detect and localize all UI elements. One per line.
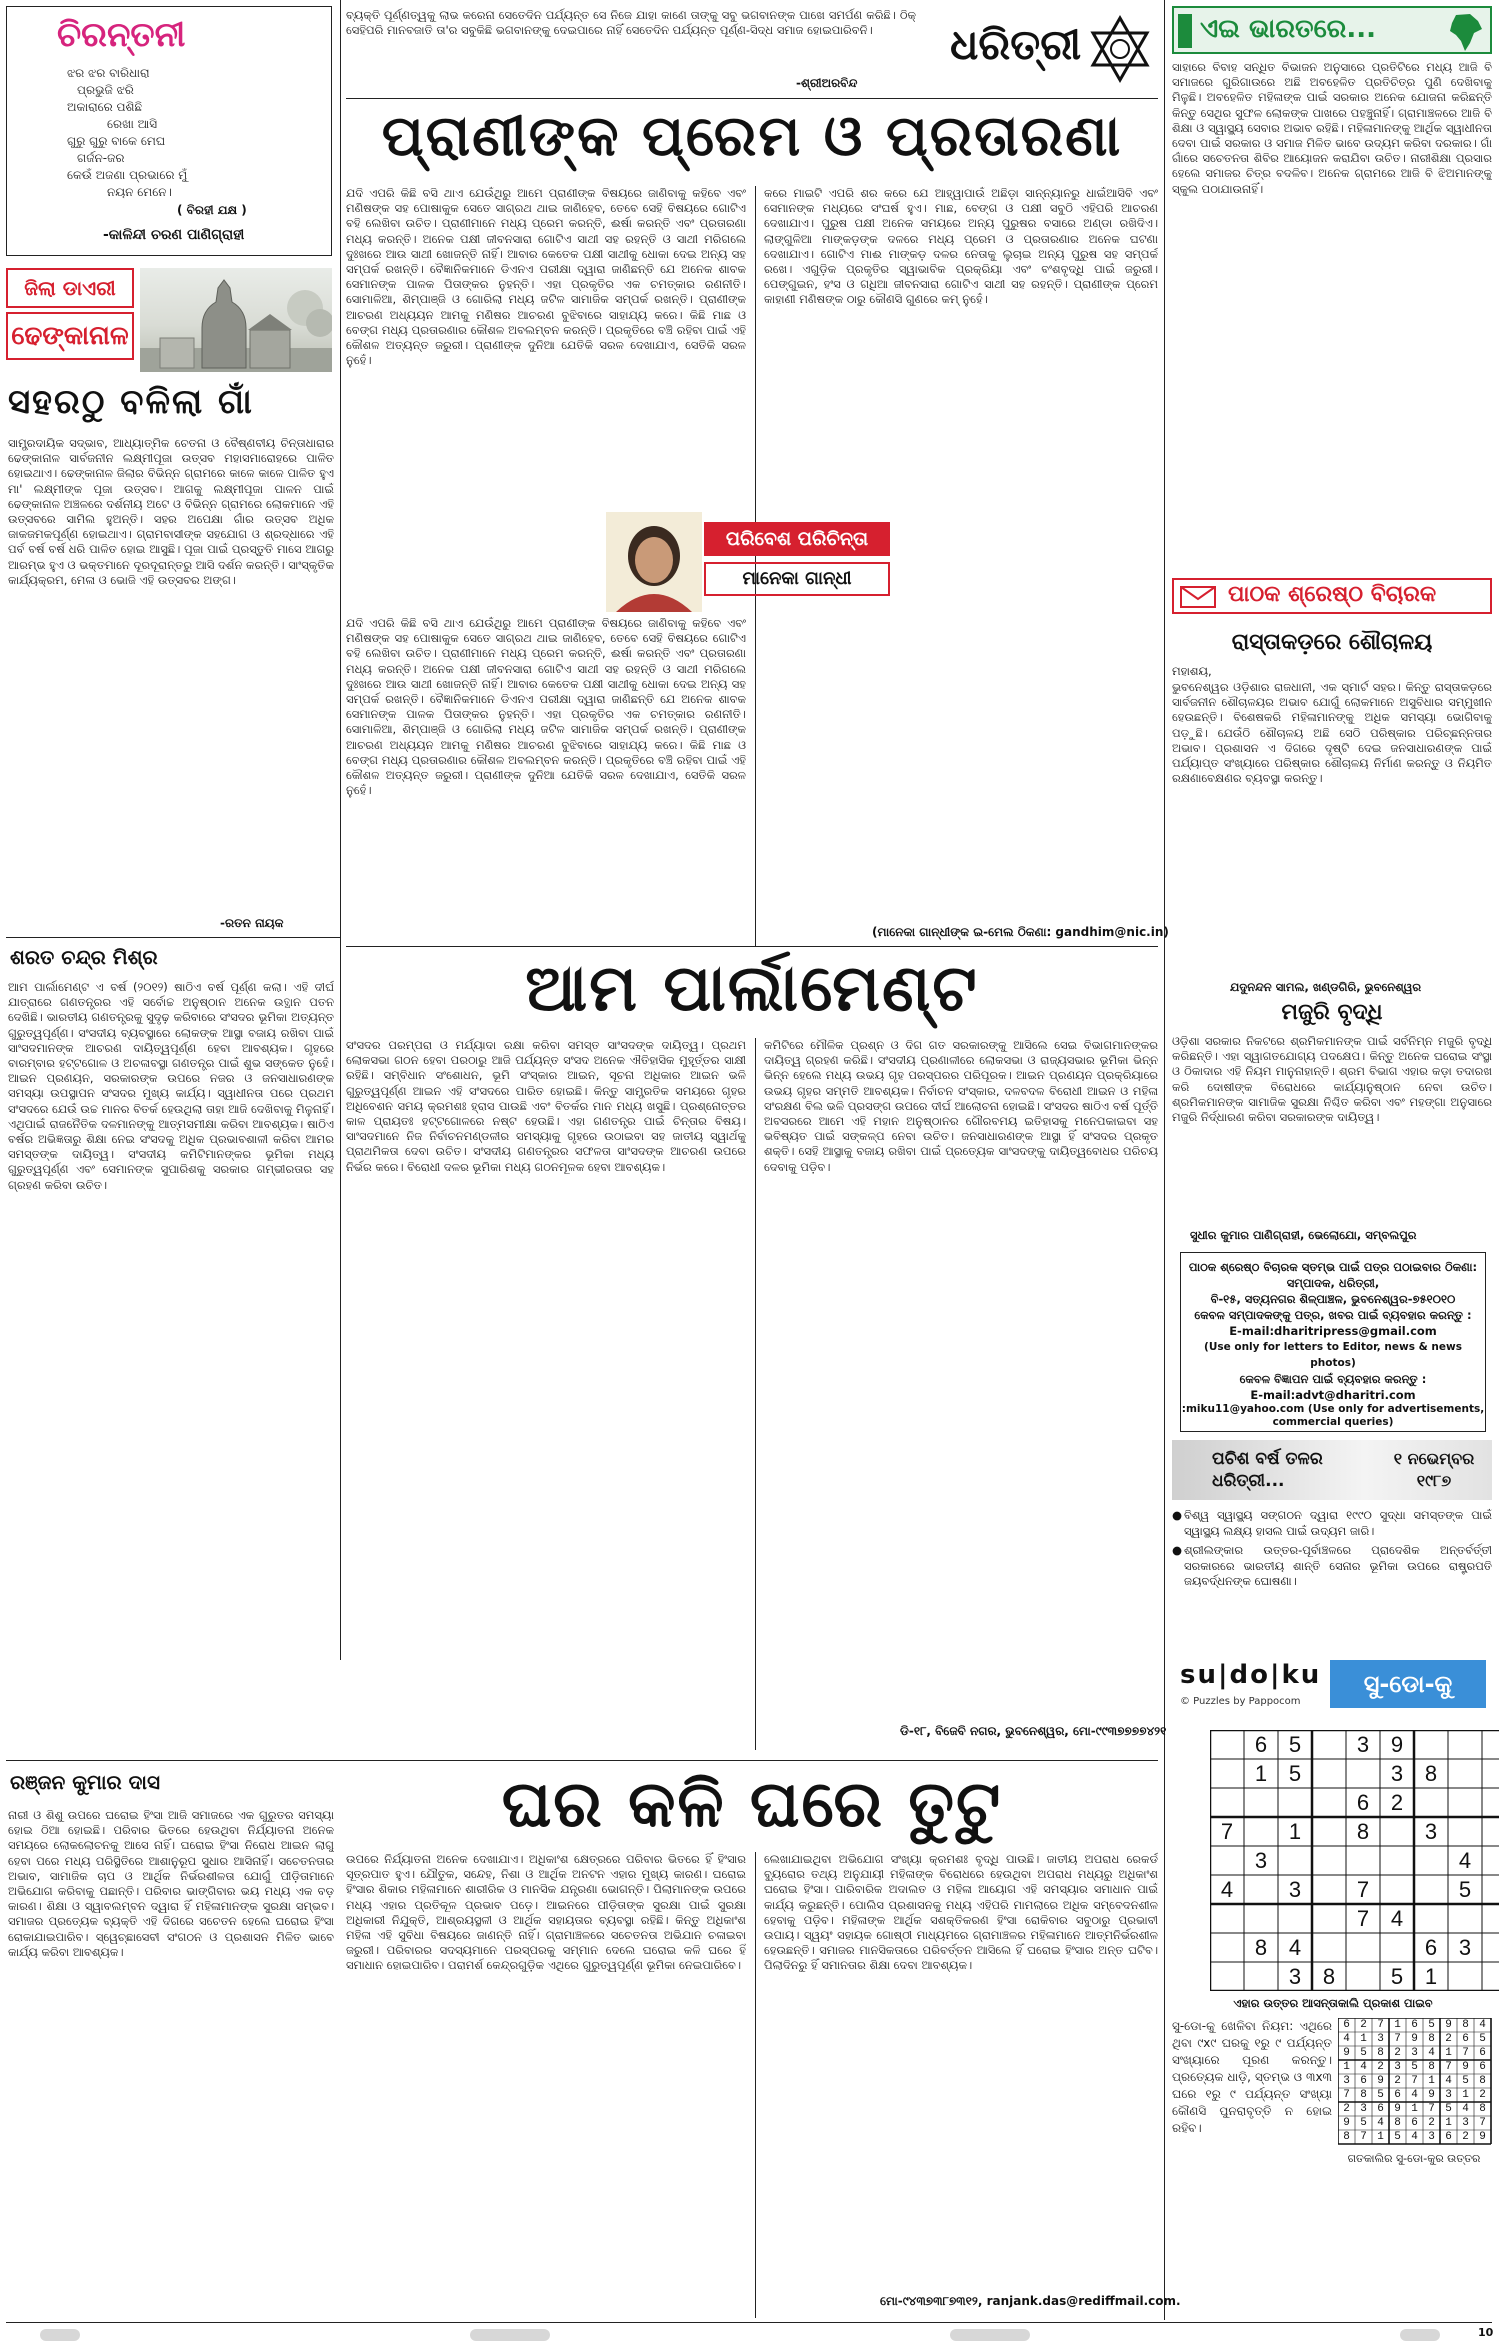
advt-email[interactable]: E-mail:advt@dharitri.com [1250,1388,1416,1402]
solution-cell: 9 [1462,2061,1469,2073]
sudoku-cell[interactable]: 3 [1390,1761,1404,1786]
contact-line: କେବଳ ବିଜ୍ଞାପନ ପାଇଁ ବ୍ୟବହାର କରନ୍ତୁ : [1239,1372,1427,1386]
article-1-headline: ପ୍ରାଣୀଙ୍କ ପ୍ରେମ ଓ ପ୍ରତାରଣା [381,104,1123,169]
sudoku-cell[interactable] [1312,1730,1346,1759]
sudoku-cell[interactable]: 5 [1288,1761,1302,1786]
poem-line: ଗୁରୁ ଗୁରୁ ବାକେ ମେଘ [67,134,166,148]
solution-cell: 5 [1428,2019,1435,2031]
sudoku-cell[interactable]: 8 [1322,1964,1336,1989]
masthead-logo: ଧରିତ୍ରୀ [950,20,1082,69]
sudoku-cell[interactable] [1312,1759,1346,1788]
sudoku-cell[interactable]: 8 [1254,1935,1268,1960]
sudoku-cell[interactable]: 9 [1390,1732,1404,1757]
sudoku-cell[interactable] [1346,1933,1380,1962]
solution-cell: 2 [1360,2019,1367,2031]
sudoku-cell[interactable]: 7 [1356,1877,1370,1902]
star-emblem-icon [1085,14,1155,84]
solution-cell: 6 [1377,2103,1384,2115]
sudoku-cell[interactable] [1448,1759,1482,1788]
solution-cell: 1 [1411,2103,1418,2115]
bullet-text: ଶ୍ରୀଲଙ୍କାର ଉତ୍ତର-ପୂର୍ବାଞ୍ଚଳରେ ପ୍ରାଦେଶିକ ଅନ୍ତର୍ବର୍ତ୍ତୀ ସରକାରରେ ଭାରତୀୟ ଶାନ୍ତି ସେନାର ଭୂମିକା ଉପରେ ରାଷ୍ଟ୍ରପତି ଜୟବର୍ଦ୍ଧନଙ୍କ ଘୋଷଣା। [1184,1543,1492,1588]
article-1-body-left-cont: ଯଦି ଏପରି କିଛି ବସି ଥାଏ ଯେଉଁଥିରୁ ଆମେ ପ୍ରାଣୀଙ୍କ ବିଷୟରେ ଜାଣିବାକୁ କହିବେ ଏବଂ ମଣିଷଙ୍କ ସହ ପୋଷାକୁକ ସେତେ ସାଗ୍ରଥ ଥାଇ ଜାଣିହେବ, ତେବେ ସେହି ବିଷୟରେ ଗୋଟିଏ ବହି ଲେଖିବା ଉଚିତ। ପ୍ରାଣୀମାନେ ମଧ୍ୟ ପ୍ରେମ କରନ୍ତି, ଈର୍ଷା କରନ୍ତି ଏବଂ ପ୍ରତାରଣା ମଧ୍ୟ କରନ୍ତି। ଅନେକ ପକ୍ଷୀ ଜୀବନସାରା ଗୋଟିଏ ସାଥୀ ସହ ରହନ୍ତି ଓ ସାଥୀ ମରିଗଲେ ଦୁଃଖରେ ଆଉ ସାଥୀ ଖୋଜନ୍ତି ନାହିଁ। ଆବାର କେତେକ ପକ୍ଷୀ ସାଥୀକୁ ଧୋକା ଦେଇ ଅନ୍ୟ ସହ ସମ୍ପର୍କ ରଖନ୍ତି। ବୈଜ୍ଞାନିକମାନେ ଡିଏନଏ ପରୀକ୍ଷା ଦ୍ୱାରା ଜାଣିଛନ୍ତି ଯେ ଅନେକ ଶାବକ ସେମାନଙ୍କ ପାଳକ ପିତାଙ୍କର ନୁହନ୍ତି। ଏହା ପ୍ରକୃତିର ଏକ ଚମତ୍କାର ରଣନୀତି। ସୋମାଳିଆ, ଶିମ୍ପାଞ୍ଜି ଓ ଗୋରିଲା ମଧ୍ୟ ଜଟିଳ ସାମାଜିକ ସମ୍ପର୍କ ରଖନ୍ତି। ପ୍ରାଣୀଙ୍କ ଆଚରଣ ଅଧ୍ୟୟନ ଆମକୁ ମଣିଷର ଆଚରଣ ବୁଝିବାରେ ସାହାଯ୍ୟ କରେ। କିଛି ମାଛ ଓ ବେଙ୍ଗ ମଧ୍ୟ ପ୍ରତାରଣାର କୌଶଳ ଅବଲମ୍ବନ କରନ୍ତି। ପ୍ରକୃତିରେ ବଞ୍ଚି ରହିବା ପାଇଁ ଏହି କୌଶଳ ଅତ୍ୟନ୍ତ ଜରୁରୀ। ପ୍ରାଣୀଙ୍କ ଦୁନିଆ ଯେତିକି ସରଳ ଦେଖାଯାଏ, ସେତିକି ସରଳ ନୁହେଁ। [346,616,746,798]
article-3-body-right: ଲେଖାଯାଇଥିବା ଅଭିଯୋଗ ସଂଖ୍ୟା କ୍ରମଶଃ ବୃଦ୍ଧି ପାଉଛି। ଜାତୀୟ ଅପରାଧ ରେକର୍ଡ ବ୍ୟୁରୋର ତଥ୍ୟ ଅନୁଯାୟୀ ମହିଳାଙ୍କ ବିରୋଧରେ ହେଉଥିବା ଅପରାଧ ମଧ୍ୟରୁ ଅଧିକାଂଶ ଘରୋଇ ହିଂସା। ପାରିବାରିକ ଅଦାଲତ ଓ ମହିଳା ଆୟୋଗ ଏହି ସମସ୍ୟାର ସମାଧାନ ପାଇଁ କାର୍ଯ୍ୟ କରୁଛନ୍ତି। ପୋଲିସ ପ୍ରଶାସନକୁ ମଧ୍ୟ ଏହିପରି ମାମଲାରେ ଅଧିକ ସମ୍ବେଦନଶୀଳ ହେବାକୁ ପଡ଼ିବ। ମହିଳାଙ୍କ ଆର୍ଥିକ ସଶକ୍ତିକରଣ ହିଂସା ରୋକିବାର ସବୁଠାରୁ ପ୍ରଭାବୀ ଉପାୟ। ସ୍ୱୟଂ ସହାୟକ ଗୋଷ୍ଠୀ ମାଧ୍ୟମରେ ଗ୍ରାମାଞ୍ଚଳର ମହିଳାମାନେ ଆତ୍ମନିର୍ଭରଶୀଳ ହେଉଛନ୍ତି। ସମାଜର ମାନସିକତାରେ ପରିବର୍ତ୍ତନ ଆସିଲେ ହିଁ ଘରୋଇ ହିଂସାର ଅନ୍ତ ଘଟିବ। ପିଲାଦିନରୁ ହିଁ ସମାନତାର ଶିକ୍ଷା ଦେବା ଆବଶ୍ୟକ। [764,1852,1158,1973]
solution-cell: 2 [1377,2061,1384,2073]
author-photo [606,512,702,612]
solution-cell: 9 [1343,2047,1350,2059]
author-block-1-body: ଆମ ପାର୍ଲାମେଣ୍ଟ ଏ ବର୍ଷ (୨୦୧୨) ଷାଠିଏ ବର୍ଷ ପୂର୍ଣ୍ଣ କଲା। ଏହି ଦୀର୍ଘ ଯାତ୍ରାରେ ଗଣତନ୍ତ୍ରର ଏହି ସର୍ବୋଚ୍ଚ ଅନୁଷ୍ଠାନ ଅନେକ ଉତ୍ଥାନ ପତନ ଦେଖିଛି। ଭାରତୀୟ ଗଣତନ୍ତ୍ରକୁ ସୁଦୃଢ଼ କରିବାରେ ସଂସଦର ଭୂମିକା ଅତ୍ୟନ୍ତ ଗୁରୁତ୍ୱପୂର୍ଣ୍ଣ। ସଂସଦୀୟ ବ୍ୟବସ୍ଥାରେ ଲୋକଙ୍କ ଆସ୍ଥା ବଜାୟ ରଖିବା ପାଇଁ ସାଂସଦମାନଙ୍କ ଆଚରଣ ଦାୟିତ୍ୱପୂର୍ଣ୍ଣ ହେବା ଆବଶ୍ୟକ। ଗୃହରେ ବାରମ୍ବାର ହଟ୍ଟଗୋଳ ଓ ଅଚଳାବସ୍ଥା ଗଣତନ୍ତ୍ର ପାଇଁ ଶୁଭ ସଙ୍କେତ ନୁହେଁ। ଆଇନ ପ୍ରଣୟନ, ସରକାରଙ୍କ ଉପରେ ନଜର ଓ ଜନସାଧାରଣଙ୍କ ସମସ୍ୟା ଉପସ୍ଥାପନ ସଂସଦର ମୁଖ୍ୟ କାର୍ଯ୍ୟ। ସ୍ୱାଧୀନତା ପରେ ପ୍ରଥମ ସଂସଦରେ ଯେଉଁ ଉଚ୍ଚ ମାନର ବିତର୍କ ହେଉଥିଲା ତାହା ଆଜି ଦେଖିବାକୁ ମିଳୁନାହିଁ। ଏଥିପାଇଁ ରାଜନୈତିକ ଦଳମାନଙ୍କୁ ଆତ୍ମସମୀକ୍ଷା କରିବା ଆବଶ୍ୟକ। ଷାଠିଏ ବର୍ଷର ଅଭିଜ୍ଞତାରୁ ଶିକ୍ଷା ନେଇ ସଂସଦକୁ ଅଧିକ ପ୍ରଭାବଶାଳୀ କରିବା ଆମର ସମସ୍ତଙ୍କ ଦାୟିତ୍ୱ। ସଂସଦୀୟ କମିଟିମାନଙ୍କର ଭୂମିକା ମଧ୍ୟ ଗୁରୁତ୍ୱପୂର୍ଣ୍ଣ ଏବଂ ସେମାନଙ୍କ ସୁପାରିଶକୁ ସରକାର ଗମ୍ଭୀରତାର ସହ ଗ୍ରହଣ କରିବା ଉଚିତ। [8,980,334,1192]
solution-cell: 4 [1360,2061,1367,2073]
bullet-dot-icon: ● [1172,1543,1183,1557]
reader-column-title: ପାଠକ ଶ୍ରେଷ୍ଠ ବିଚାରକ [1228,582,1437,607]
solution-cell: 1 [1360,2033,1367,2045]
sudoku-cell[interactable]: 6 [1254,1732,1268,1757]
sudoku-cell[interactable] [1482,1875,1499,1904]
sudoku-cell[interactable] [1244,1904,1278,1933]
solution-cell: 5 [1479,2033,1486,2045]
top-quote-box [346,6,936,94]
solution-cell: 8 [1343,2131,1350,2143]
sudoku-cell[interactable] [1414,1730,1448,1759]
solution-cell: 5 [1377,2089,1384,2101]
solution-cell: 8 [1394,2117,1401,2129]
solution-cell: 1 [1445,2047,1452,2059]
solution-cell: 7 [1428,2103,1435,2115]
solution-cell: 7 [1462,2047,1469,2059]
sudoku-cell[interactable]: 3 [1288,1964,1302,1989]
sudoku-cell[interactable] [1346,1759,1380,1788]
contact-note: (Use only for letters to Editor, news & news photos) [1204,1341,1462,1369]
letter-2-body: ଓଡ଼ିଶା ସରକାର ନିକଟରେ ଶ୍ରମିକମାନଙ୍କ ପାଇଁ ସର୍ବନିମ୍ନ ମଜୁରି ବୃଦ୍ଧି କରିଛନ୍ତି। ଏହା ସ୍ୱାଗତଯୋଗ୍ୟ ପଦକ୍ଷେପ। କିନ୍ତୁ ଅନେକ ଘରୋଇ ସଂସ୍ଥା ଓ ଠିକାଦାର ଏହି ନିୟମ ମାନୁନାହାନ୍ତି। ଶ୍ରମ ବିଭାଗ ଏହାର କଡ଼ା ତଦାରଖ କରି ଦୋଷୀଙ୍କ ବିରୋଧରେ କାର୍ଯ୍ୟାନୁଷ୍ଠାନ ନେବା ଉଚିତ। ଶ୍ରମିକମାନଙ୍କ ସାମାଜିକ ସୁରକ୍ଷା ନିଶ୍ଚିତ କରିବା ଏବଂ ମହଙ୍ଗା ଅନୁସାରେ ମଜୁରି ନିର୍ଦ୍ଧାରଣ କରିବା ସରକାରଙ୍କ ଦାୟିତ୍ୱ। [1172,1034,1492,1125]
solution-cell: 7 [1479,2117,1486,2129]
solution-cell: 5 [1360,2047,1367,2059]
solution-cell: 9 [1343,2117,1350,2129]
solution-cell: 3 [1377,2033,1384,2045]
sudoku-cell[interactable]: 3 [1424,1819,1438,1844]
sudoku-cell[interactable] [1482,1933,1499,1962]
district-name: ଢେଙ୍କାନାଳ [6,312,134,360]
solution-cell: 7 [1343,2089,1350,2101]
solution-cell: 2 [1428,2117,1435,2129]
poem-line: ପ୍ରଭୁଜି ଝରି [77,83,134,97]
footer-tab [1400,2329,1440,2341]
sudoku-cell[interactable] [1210,1846,1244,1875]
contact-box [1180,1252,1486,1432]
sudoku-cell[interactable] [1414,1788,1448,1817]
solution-cell: 7 [1394,2033,1401,2045]
sudoku-cell[interactable]: 1 [1424,1964,1438,1989]
sudoku-solution-caption: ଗତକାଲିର ସୁ-ଡୋ-କୁର ଉତ୍ତର [1347,2152,1481,2165]
sudoku-cell[interactable] [1414,1875,1448,1904]
solution-cell: 6 [1445,2131,1452,2143]
district-diary-label: ଜିଲା ଡାଏରୀ [6,268,134,308]
solution-cell: 5 [1462,2075,1469,2087]
solution-cell: 4 [1462,2103,1469,2115]
solution-cell: 2 [1394,2075,1401,2087]
solution-cell: 3 [1462,2117,1469,2129]
temple-photo [140,268,332,372]
editor-email[interactable]: E-mail:dharitripress@gmail.com [1229,1324,1437,1338]
sudoku-cell[interactable] [1210,1788,1244,1817]
solution-cell: 1 [1377,2131,1384,2143]
footer-tab [950,2329,1030,2341]
solution-cell: 7 [1445,2061,1452,2073]
sudoku-cell[interactable] [1482,1788,1499,1817]
poem-line: କେଉଁ ଅଜଣା ପ୍ରଭାରେ ମୁଁ [67,168,188,182]
solution-cell: 2 [1445,2033,1452,2045]
poem-box [6,6,332,256]
poem-line: ନୟନ ମେନେ। [107,185,172,199]
solution-cell: 3 [1394,2061,1401,2073]
solution-cell: 9 [1411,2033,1418,2045]
sudoku-answer-note: ଏହାର ଉତ୍ତର ଆସନ୍ତାକାଲି ପ୍ରକାଶ ପାଇବ [1233,1996,1433,2010]
anniversary-label: ପଚିଶ ବର୍ଷ ତଳର ଧରିତ୍ରୀ... [1212,1449,1323,1491]
sudoku-cell[interactable]: 5 [1390,1964,1404,1989]
solution-cell: 2 [1462,2131,1469,2143]
sudoku-cell[interactable] [1482,1817,1499,1846]
solution-cell: 9 [1394,2103,1401,2115]
footer-tab [40,2329,80,2341]
solution-cell: 5 [1411,2061,1418,2073]
poem-line: ଗର୍ଜନ-ଜର [77,151,125,165]
solution-cell: 6 [1479,2061,1486,2073]
sudoku-cell[interactable] [1482,1759,1499,1788]
sudoku-cell[interactable]: 2 [1390,1790,1404,1815]
column-label-box: ପରିବେଶ ପରିଚିନ୍ତା [704,522,890,556]
solution-cell: 1 [1445,2117,1452,2129]
sudoku-cell[interactable] [1312,1846,1346,1875]
article-1-body-left: ଯଦି ଏପରି କିଛି ବସି ଥାଏ ଯେଉଁଥିରୁ ଆମେ ପ୍ରାଣୀଙ୍କ ବିଷୟରେ ଜାଣିବାକୁ କହିବେ ଏବଂ ମଣିଷଙ୍କ ସହ ପୋଷାକୁକ ସେତେ ସାଗ୍ରଥ ଥାଇ ଜାଣିହେବ, ତେବେ ସେହି ବିଷୟରେ ଗୋଟିଏ ବହି ଲେଖିବା ଉଚିତ। ପ୍ରାଣୀମାନେ ମଧ୍ୟ ପ୍ରେମ କରନ୍ତି, ଈର୍ଷା କରନ୍ତି ଏବଂ ପ୍ରତାରଣା ମଧ୍ୟ କରନ୍ତି। ଅନେକ ପକ୍ଷୀ ଜୀବନସାରା ଗୋଟିଏ ସାଥୀ ସହ ରହନ୍ତି ଓ ସାଥୀ ମରିଗଲେ ଦୁଃଖରେ ଆଉ ସାଥୀ ଖୋଜନ୍ତି ନାହିଁ। ଆବାର କେତେକ ପକ୍ଷୀ ସାଥୀକୁ ଧୋକା ଦେଇ ଅନ୍ୟ ସହ ସମ୍ପର୍କ ରଖନ୍ତି। ବୈଜ୍ଞାନିକମାନେ ଡିଏନଏ ପରୀକ୍ଷା ଦ୍ୱାରା ଜାଣିଛନ୍ତି ଯେ ଅନେକ ଶାବକ ସେମାନଙ୍କ ପାଳକ ପିତାଙ୍କର ନୁହନ୍ତି। ଏହା ପ୍ରକୃତିର ଏକ ଚମତ୍କାର ରଣନୀତି। ସୋମାଳିଆ, ଶିମ୍ପାଞ୍ଜି ଓ ଗୋରିଲା ମଧ୍ୟ ଜଟିଳ ସାମାଜିକ ସମ୍ପର୍କ ରଖନ୍ତି। ପ୍ରାଣୀଙ୍କ ଆଚରଣ ଅଧ୍ୟୟନ ଆମକୁ ମଣିଷର ଆଚରଣ ବୁଝିବାରେ ସାହାଯ୍ୟ କରେ। କିଛି ମାଛ ଓ ବେଙ୍ଗ ମଧ୍ୟ ପ୍ରତାରଣାର କୌଶଳ ଅବଲମ୍ବନ କରନ୍ତି। ପ୍ରକୃତିରେ ବଞ୍ଚି ରହିବା ପାଇଁ ଏହି କୌଶଳ ଅତ୍ୟନ୍ତ ଜରୁରୀ। ପ୍ରାଣୀଙ୍କ ଦୁନିଆ ଯେତିକି ସରଳ ଦେଖାଯାଏ, ସେତିକି ସରଳ ନୁହେଁ। [346,186,746,368]
district-diary-body: ସାମ୍ପ୍ରଦାୟିକ ସଦ୍ଭାବ, ଆଧ୍ୟାତ୍ମିକ ଚେତନା ଓ ବୈଷ୍ଣବୀୟ ଚିନ୍ତାଧାରାର ଢେଙ୍କାନାଳ ସାର୍ବଜନୀନ ଲକ୍ଷ୍ମୀପୂଜା ଉତ୍ସବ ମହାସମାରୋହରେ ପାଳିତ ହୋଇଥାଏ। ଢେଙ୍କାନାଳ ଜିଲାର ବିଭିନ୍ନ ଗ୍ରାମରେ କାଳେ କାଳେ ପାଳିତ ହୁଏ ମା' ଲକ୍ଷ୍ମୀଙ୍କ ପୂଜା ଉତ୍ସବ। ଆଗକୁ ଲକ୍ଷ୍ମୀପୂଜା ପାଳନ ପାଇଁ ଢେଙ୍କାନାଳ ଅଞ୍ଚଳରେ ଦର୍ଶନୀୟ ଅଟେ ଓ ବିଭିନ୍ନ ଗ୍ରାମରେ ଲୋକମାନେ ଏହି ଉତ୍ସବରେ ସାମିଲ ହୁଅନ୍ତି। ସହର ଅପେକ୍ଷା ଗାଁର ଉତ୍ସବ ଅଧିକ ଜାକଜମକପୂର୍ଣ୍ଣ ହୋଇଥାଏ। ଗ୍ରାମବାସୀଙ୍କ ସହଯୋଗ ଓ ଶ୍ରଦ୍ଧାରେ ଏହି ପର୍ବ ବର୍ଷ ବର୍ଷ ଧରି ପାଳିତ ହୋଇ ଆସୁଛି। ପୂଜା ପାଇଁ ପ୍ରସ୍ତୁତି ମାସେ ଆଗରୁ ଆରମ୍ଭ ହୁଏ ଓ ଭକ୍ତମାନେ ଦୂରଦୂରାନ୍ତରୁ ଆସି ଦର୍ଶନ କରନ୍ତି। ସାଂସ୍କୃତିକ କାର୍ଯ୍ୟକ୍ରମ, ମେଳା ଓ ଭୋଜି ଏହି ଉତ୍ସବର ଅଙ୍ଗ। [8,436,334,587]
letter-1-title: ରାସ୍ତାକଡ଼ରେ ଶୌଚାଳୟ [1231,630,1433,655]
sudoku-cell[interactable] [1210,1962,1244,1991]
article-2-headline: ଆମ ପାର୍ଲାମେଣ୍ଟ [525,952,979,1026]
article-2-body-left: ସଂସଦର ପରମ୍ପରା ଓ ମର୍ଯ୍ୟାଦା ରକ୍ଷା କରିବା ସମସ୍ତ ସାଂସଦଙ୍କ ଦାୟିତ୍ୱ। ପ୍ରଥମ ଲୋକସଭା ଗଠନ ହେବା ପରଠାରୁ ଆଜି ପର୍ଯ୍ୟନ୍ତ ସଂସଦ ଅନେକ ଐତିହାସିକ ମୁହୂର୍ତ୍ତର ସାକ୍ଷୀ ରହିଛି। ସମ୍ବିଧାନ ସଂଶୋଧନ, ଭୂମି ସଂସ୍କାର ଆଇନ, ସୂଚନା ଅଧିକାର ଆଇନ ଭଳି ଗୁରୁତ୍ୱପୂର୍ଣ୍ଣ ଆଇନ ଏହି ସଂସଦରେ ପାରିତ ହୋଇଛି। କିନ୍ତୁ ସାମ୍ପ୍ରତିକ ସମୟରେ ଗୃହର ଅଧିବେଶନ ସମୟ କ୍ରମଶଃ ହ୍ରାସ ପାଉଛି ଏବଂ ବିତର୍କର ମାନ ମଧ୍ୟ ଖସୁଛି। ପ୍ରଶ୍ନୋତ୍ତର କାଳ ପ୍ରାୟତଃ ହଟ୍ଟଗୋଳରେ ନଷ୍ଟ ହେଉଛି। ଏହା ଗଣତନ୍ତ୍ର ପାଇଁ ଚିନ୍ତାର ବିଷୟ। ସାଂସଦମାନେ ନିଜ ନିର୍ବାଚନମଣ୍ଡଳୀର ସମସ୍ୟାକୁ ଗୃହରେ ଉଠାଇବା ସହ ଜାତୀୟ ସ୍ୱାର୍ଥକୁ ପ୍ରାଥମିକତା ଦେବା ଉଚିତ। ସଂସଦୀୟ ଗଣତନ୍ତ୍ରର ସଫଳତା ସାଂସଦଙ୍କ ଆଚରଣ ଉପରେ ନିର୍ଭର କରେ। ବିରୋଧୀ ଦଳର ଭୂମିକା ମଧ୍ୟ ଗଠନମୂଳକ ହେବା ଆବଶ୍ୟକ। [346,1038,746,1174]
solution-cell: 4 [1428,2047,1435,2059]
article-3-contact: ମୋ-୯୪୩୭୩୮୭୩୧୨, ranjank.das@rediffmail.com. [880,2294,1181,2308]
solution-cell: 7 [1360,2131,1367,2143]
solution-cell: 4 [1479,2019,1486,2031]
contact-line: ସମ୍ପାଦକ, ଧରିତ୍ରୀ, [1286,1276,1380,1290]
sudoku-cell[interactable] [1244,1788,1278,1817]
advt-email-2[interactable]: :miku11@yahoo.com (Use only for advertisements, commercial queries) [1181,1403,1485,1428]
sudoku-cell[interactable] [1210,1904,1244,1933]
reader-column-header [1172,578,1492,614]
sudoku-cell[interactable] [1312,1788,1346,1817]
sudoku-cell[interactable]: 8 [1424,1761,1438,1786]
solution-cell: 2 [1343,2103,1350,2115]
sudoku-cell[interactable]: 6 [1356,1790,1370,1815]
footer-tab [470,2329,550,2341]
solution-cell: 5 [1360,2117,1367,2129]
letter-1-salutation: ମହାଶୟ, [1172,664,1212,678]
article-1-body-right: କରେ ମାଇଟି ଏପରି ଶର କରେ ଯେ ଆହ୍ୱାପାଉଁ ଅଛିଡ଼ା ସାନ୍ନ୍ୟାନରୁ ଧାଇଁଆସିବି ଏବଂ ସେମାନଙ୍କ ମଧ୍ୟରେ ସଂଘର୍ଷ ହୁଏ। ମାଛ, ବେଙ୍ଗ ଓ ପକ୍ଷୀ ସବୁଠି ଏହିପରି ଆଚରଣ ଦେଖାଯାଏ। ପୁରୁଷ ପକ୍ଷୀ ଅନେକ ସମୟରେ ଅନ୍ୟ ପୁରୁଷର ବସାରେ ଅଣ୍ଡା ରଖିଦିଏ। ଲାଙ୍ଗୁଳିଆ ମାଙ୍କଡ଼ଙ୍କ ଦଳରେ ମଧ୍ୟ ପ୍ରେମ ଓ ପ୍ରତାରଣାର ଅନେକ ଘଟଣା ଦେଖାଯାଏ। ଗୋଟିଏ ମାଈ ମାଙ୍କଡ଼ ଦଳର ନେତାକୁ ଲୁଚାଇ ଅନ୍ୟ ପୁରୁଷ ସହ ସମ୍ପର୍କ ରଖେ। ଏଗୁଡ଼ିକ ପ୍ରକୃତିର ସ୍ୱାଭାବିକ ପ୍ରକ୍ରିୟା ଏବଂ ବଂଶବୃଦ୍ଧି ପାଇଁ ଜରୁରୀ। ପେଙ୍ଗୁଇନ, ହଂସ ଓ ଗଧିଆ ଜୀବନସାରା ଗୋଟିଏ ସାଥୀ ସହ ରହନ୍ତି। ପ୍ରାଣୀଙ୍କ ପ୍ରେମ କାହାଣୀ ମଣିଷଙ୍କ ଠାରୁ କୌଣସି ଗୁଣରେ କମ୍ ନୁହେଁ। [764,186,1158,307]
sudoku-cell[interactable] [1380,1817,1414,1846]
sudoku-cell[interactable] [1312,1933,1346,1962]
sudoku-cell[interactable] [1210,1759,1244,1788]
poem-line: ଝର ଝର ବାରିଧାରା [67,66,150,80]
sudoku-cell[interactable] [1448,1730,1482,1759]
sudoku-cell[interactable] [1448,1962,1482,1991]
solution-cell: 4 [1445,2075,1452,2087]
solution-cell: 2 [1394,2047,1401,2059]
contact-line: କେବଳ ସମ୍ପାଦକଙ୍କୁ ପତ୍ର, ଖବର ପାଇଁ ବ୍ୟବହାର କରନ୍ତୁ : [1194,1308,1472,1322]
solution-cell: 3 [1360,2103,1367,2115]
sudoku-cell[interactable] [1210,1730,1244,1759]
sudoku-cell[interactable] [1346,1962,1380,1991]
sudoku-cell[interactable] [1380,1846,1414,1875]
poem-line: ରେଖା ଆସି [107,117,158,131]
banner-body: ସାହାରେ ବିବାହ ସନ୍ଧିତ ବିଭାଜନ ଅନୁସାରେ ପ୍ରତିଟିରେ ମଧ୍ୟ ଆଜି ବି ସମାଜରେ ଗୁରିଗାଉରେ ଅଛି ଅବହେଳିତ ପ୍ରତିଚିତ୍ର ପୁଣି ଦେଖିବାକୁ ମିଳୁଛି। ଅବହେଳିତ ମହିଳାଙ୍କ ପାଇଁ ସରକାର ଅନେକ ଯୋଜନା କରିଛନ୍ତି କିନ୍ତୁ ସେଥିର ସୁଫଳ ଲୋକଙ୍କ ପାଖରେ ପହଞ୍ଚୁନାହିଁ। ଗ୍ରାମାଞ୍ଚଳରେ ଆଜି ବି ଶିକ୍ଷା ଓ ସ୍ୱାସ୍ଥ୍ୟ ସେବାର ଅଭାବ ରହିଛି। ମହିଳାମାନଙ୍କୁ ଆର୍ଥିକ ସ୍ୱାଧୀନତା ଦେବା ପାଇଁ ସରକାର ଓ ସମାଜ ମିଳିତ ଭାବେ ଉଦ୍ୟମ କରିବା ଦରକାର। ଗାଁ ଗାଁରେ ସଚେତନତା ଶିବିର ଆୟୋଜନ କରାଯିବା ଉଚିତ। ନାରୀଶିକ୍ଷା ପ୍ରସାର ହେଲେ ସମାଜର ଚିତ୍ର ବଦଳିବ। ଅନେକ ଗ୍ରାମରେ ଆଜି ବି ଝିଅମାନଙ୍କୁ ସ୍କୁଲ ପଠାଯାଉନାହିଁ। [1172,60,1492,196]
sudoku-cell[interactable]: 3 [1356,1732,1370,1757]
sudoku-cell[interactable]: 3 [1458,1935,1472,1960]
solution-cell: 6 [1462,2033,1469,2045]
solution-cell: 8 [1479,2103,1486,2115]
bullet-item [1172,1508,1492,1539]
poem-title: ଚିରନ୍ତନୀ [57,15,186,55]
letter-1-body: ଭୁବନେଶ୍ୱର ଓଡ଼ିଶାର ରାଜଧାନୀ, ଏକ ସ୍ମାର୍ଟ ସହର। କିନ୍ତୁ ରାସ୍ତାକଡ଼ରେ ସାର୍ବଜନୀନ ଶୌଚାଳୟର ଅଭାବ ଯୋଗୁଁ ଲୋକମାନେ ଅସୁବିଧାର ସମ୍ମୁଖୀନ ହେଉଛନ୍ତି। ବିଶେଷକରି ମହିଳାମାନଙ୍କୁ ଅଧିକ ସମସ୍ୟା ଭୋଗିବାକୁ ପଡ଼ୁଛି। ଯେଉଁଠି ଶୌଚାଳୟ ଅଛି ସେଠି ପରିଷ୍କାର ପରିଚ୍ଛନ୍ନତାର ଅଭାବ। ପ୍ରଶାସନ ଏ ଦିଗରେ ଦୃଷ୍ଟି ଦେଇ ଜନସାଧାରଣଙ୍କ ପାଇଁ ପର୍ଯ୍ୟାପ୍ତ ସଂଖ୍ୟାରେ ପରିଷ୍କାର ଶୌଚାଳୟ ନିର୍ମାଣ କରନ୍ତୁ ଓ ନିୟମିତ ରକ୍ଷଣାବେକ୍ଷଣର ବ୍ୟବସ୍ଥା କରନ୍ତୁ। [1172,680,1492,786]
sudoku-cell[interactable] [1312,1817,1346,1846]
poem-line: ଅକାରାରେ ପଶିଛି [67,100,143,114]
solution-cell: 1 [1394,2019,1401,2031]
solution-cell: 2 [1479,2089,1486,2101]
article-2-contact: ଡି-୧୮, ବିଜେବି ନଗର, ଭୁବନେଶ୍ୱର, ମୋ-୯୯୩୭୭୭୭୪୨୧ [900,1724,1167,1738]
article-3-headline: ଘର କଳି ଘରେ ତୁଟୁ [501,1768,1003,1842]
sudoku-cell[interactable] [1482,1730,1499,1759]
solution-cell: 4 [1411,2089,1418,2101]
solution-cell: 8 [1377,2047,1384,2059]
solution-cell: 8 [1360,2089,1367,2101]
sudoku-cell[interactable] [1244,1875,1278,1904]
sudoku-cell[interactable]: 7 [1220,1819,1234,1844]
solution-cell: 7 [1377,2019,1384,2031]
sudoku-cell[interactable]: 8 [1356,1819,1370,1844]
sudoku-cell[interactable] [1448,1904,1482,1933]
top-quote-author: -ଶ୍ରୀଅରବିନ୍ଦ [796,76,858,90]
sudoku-cell[interactable] [1448,1788,1482,1817]
author-block-2-body: ନାରୀ ଓ ଶିଶୁ ଉପରେ ଘରୋଇ ହିଂସା ଆଜି ସମାଜରେ ଏକ ଗୁରୁତର ସମସ୍ୟା ହୋଇ ଠିଆ ହୋଇଛି। ପରିବାର ଭିତରେ ହେଉଥିବା ନିର୍ଯ୍ୟାତନା ଅନେକ ସମୟରେ ଲୋକଲୋଚନକୁ ଆସେ ନାହିଁ। ଘରୋଇ ହିଂସା ନିରୋଧ ଆଇନ ଲାଗୁ ହେବା ପରେ ମଧ୍ୟ ପରିସ୍ଥିତିରେ ଆଶାନୁରୂପ ସୁଧାର ଆସିନାହିଁ। ସଚେତନତାର ଅଭାବ, ସାମାଜିକ ଚାପ ଓ ଆର୍ଥିକ ନିର୍ଭରଶୀଳତା ଯୋଗୁଁ ପୀଡ଼ିତାମାନେ ଅଭିଯୋଗ କରିବାକୁ ପଛାନ୍ତି। ପରିବାର ଭାଙ୍ଗିବାର ଭୟ ମଧ୍ୟ ଏକ ବଡ଼ କାରଣ। ଶିକ୍ଷା ଓ ସ୍ୱାବଲମ୍ବନ ଦ୍ୱାରା ହିଁ ମହିଳାମାନଙ୍କ ସୁରକ୍ଷା ସମ୍ଭବ। ସମାଜର ପ୍ରତ୍ୟେକ ବ୍ୟକ୍ତି ଏହି ଦିଗରେ ସଚେତନ ହେଲେ ଘରୋଇ ହିଂସା ରୋକାଯାଇପାରିବ। ସ୍ୱେଚ୍ଛାସେବୀ ସଂଗଠନ ଓ ପ୍ରଶାସନ ମିଳିତ ଭାବେ କାର୍ଯ୍ୟ କରିବା ଆବଶ୍ୟକ। [8,1808,334,1959]
sudoku-cell[interactable] [1482,1904,1499,1933]
solution-cell: 1 [1462,2089,1469,2101]
solution-cell: 4 [1377,2117,1384,2129]
letter-2-title: ମଜୁରି ବୃଦ୍ଧି [1281,1000,1383,1025]
sudoku-cell[interactable] [1346,1846,1380,1875]
anniversary-date: ୧ ନଭେମ୍ବର ୧୯୮୭ [1393,1449,1475,1490]
sudoku-cell[interactable] [1278,1846,1312,1875]
solution-cell: 9 [1377,2075,1384,2087]
solution-cell: 6 [1411,2117,1418,2129]
sudoku-cell[interactable] [1380,1933,1414,1962]
article-1-body-left-2 [346,616,746,940]
sudoku-cell[interactable] [1482,1962,1499,1991]
sudoku-cell[interactable] [1312,1904,1346,1933]
top-quote-text: ବ୍ୟକ୍ତି ପୂର୍ଣ୍ଣତ୍ୱକୁ ଲାଭ କରେନା ସେତେଦିନ ପର୍ଯ୍ୟନ୍ତ ସେ ନିଜେ ଯାହା କାଣେ ତାଙ୍କୁ ସବୁ ଭଗବାନଙ୍କ ପାଖେ ସମର୍ପଣ କରିଛି। ଠିକ୍ ସେହିପରି ମାନବଜାତି ତା'ର ସବୁକିଛି ଭଗବାନଙ୍କୁ ଦେଇପାରେ ନାହିଁ ସେତେଦିନ ପର୍ଯ୍ୟନ୍ତ ପୂର୍ଣ୍ଣ-ସିଦ୍ଧ ସମାଜ ହୋଇପାରିବନି। [346,8,916,38]
sudoku-powered: © Puzzles by Pappocom [1180,1696,1301,1707]
envelope-icon [1180,586,1216,612]
author-name-1: ଶରତ ଚନ୍ଦ୍ର ମିଶ୍ର [10,945,158,969]
bullet-text: ବିଶ୍ୱ ସ୍ୱାସ୍ଥ୍ୟ ସଙ୍ଗଠନ ଦ୍ୱାରା ୧୯୯୦ ସୁଦ୍ଧା ସମସ୍ତଙ୍କ ପାଇଁ ସ୍ୱାସ୍ଥ୍ୟ ଲକ୍ଷ୍ୟ ହାସଲ ପାଇଁ ଉଦ୍ୟମ ଜାରି। [1184,1508,1492,1538]
solution-cell: 6 [1479,2047,1486,2059]
solution-cell: 3 [1343,2075,1350,2087]
banner-flag-icon [1178,14,1192,48]
poem-author: -କାଳିନ୍ଦୀ ଚରଣ ପାଣିଗ୍ରାହୀ [103,227,245,243]
sudoku-cell[interactable] [1414,1846,1448,1875]
sudoku-cell[interactable] [1380,1875,1414,1904]
solution-cell: 8 [1428,2033,1435,2045]
sudoku-cell[interactable]: 3 [1288,1877,1302,1902]
sudoku-cell[interactable]: 4 [1458,1848,1472,1873]
letter-1-byline: ଯଦୁନନ୍ଦନ ସାମଲ, ଖଣ୍ଡଗିରି, ଭୁବନେଶ୍ୱର [1230,980,1422,994]
solution-cell: 3 [1445,2089,1452,2101]
district-diary-byline: -ରତନ ନାୟକ [220,916,284,930]
banner-title: ଏଇ ଭାରତରେ... [1200,14,1376,44]
sudoku-cell[interactable]: 1 [1288,1819,1302,1844]
bullet-dot-icon: ● [1172,1508,1183,1522]
article-2-body-right: କମିଟିରେ ମୌଳିକ ପ୍ରଶ୍ନ ଓ ଦିଗ ଗତ ସରକାରଙ୍କୁ ଆସିଲେ ସେଇ ବିଭାଗମାନଙ୍କର ଦାୟିତ୍ୱ ଗ୍ରହଣ କରିଛି। ସଂସଦୀୟ ପ୍ରଣାଳୀରେ ଲୋକସଭା ଓ ରାଜ୍ୟସଭାର ଭୂମିକା ଭିନ୍ନ ଭିନ୍ନ ହେଲେ ମଧ୍ୟ ଉଭୟ ଗୃହ ପରସ୍ପରର ପରିପୂରକ। ଆଇନ ପ୍ରଣୟନ ପ୍ରକ୍ରିୟାରେ ଉଭୟ ଗୃହର ସମ୍ମତି ଆବଶ୍ୟକ। ନିର୍ବାଚନ ସଂସ୍କାର, ଦଳବଦଳ ବିରୋଧୀ ଆଇନ ଓ ମହିଳା ସଂରକ୍ଷଣ ବିଲ ଭଳି ପ୍ରସଙ୍ଗ ଉପରେ ଦୀର୍ଘ ଆଲୋଚନା ହୋଇଛି। ସଂସଦର ଷାଠିଏ ବର୍ଷ ପୂର୍ତ୍ତି ଅବସରରେ ଆମେ ଏହି ମହାନ ଅନୁଷ୍ଠାନର ଗୌରବମୟ ଇତିହାସକୁ ମନେପକାଇବା ସହ ଭବିଷ୍ୟତ ପାଇଁ ସଙ୍କଳ୍ପ ନେବା ଉଚିତ। ଜନସାଧାରଣଙ୍କ ଆସ୍ଥା ହିଁ ସଂସଦର ପ୍ରକୃତ ଶକ୍ତି। ସେହି ଆସ୍ଥାକୁ ବଜାୟ ରଖିବା ପାଇଁ ପ୍ରତ୍ୟେକ ସାଂସଦଙ୍କୁ ଦାୟିତ୍ୱବୋଧର ପରିଚୟ ଦେବାକୁ ପଡ଼ିବ। [764,1038,1158,1174]
contact-line: ବି-୧୫, ସତ୍ୟନଗର ଶିଳ୍ପାଞ୍ଚଳ, ଭୁବନେଶ୍ୱର-୭୫୧୦୧୦ [1210,1292,1456,1306]
sudoku-cell[interactable] [1210,1933,1244,1962]
sudoku-title: ସୁ-ଡୋ-କୁ [1330,1660,1486,1708]
sudoku-cell[interactable]: 4 [1390,1906,1404,1931]
contact-line: ପାଠକ ଶ୍ରେଷ୍ଠ ବିଚାରକ ସ୍ତମ୍ଭ ପାଇଁ ପତ୍ର ପଠାଇବାର ଠିକଣା: [1188,1260,1478,1274]
sudoku-header [1180,1660,1486,1712]
ei-bharatare-banner [1172,6,1492,54]
poem-lines [67,65,187,201]
sudoku-cell[interactable]: 5 [1288,1732,1302,1757]
anniversary-strip [1172,1440,1492,1500]
sudoku-cell[interactable]: 7 [1356,1906,1370,1931]
solution-cell: 5 [1445,2103,1452,2115]
district-diary-headline: ସହରଠୁ ବଳିଲା ଗାଁ [8,382,254,422]
solution-cell: 6 [1343,2019,1350,2031]
solution-cell: 5 [1394,2131,1401,2143]
solution-cell: 4 [1343,2033,1350,2045]
sudoku-cell[interactable]: 4 [1220,1877,1234,1902]
sudoku-grid [1210,1730,1499,1991]
solution-cell: 4 [1411,2131,1418,2143]
sudoku-cell[interactable]: 6 [1424,1935,1438,1960]
anniversary-bullets [1172,1508,1492,1590]
article-1-contact: (ମାନେକା ଗାନ୍ଧୀଙ୍କ ଇ-ମେଲ ଠିକଣା: gandhim@nic.in) [872,925,1169,939]
sudoku-cell[interactable] [1244,1962,1278,1991]
sudoku-cell[interactable] [1278,1904,1312,1933]
sudoku-cell[interactable]: 5 [1458,1877,1472,1902]
india-map-icon [1444,11,1486,57]
solution-cell: 6 [1411,2019,1418,2031]
author-name-2: ରଞ୍ଜନ କୁମାର ଦାସ [10,1770,160,1794]
solution-cell: 8 [1479,2075,1486,2087]
solution-cell: 6 [1360,2075,1367,2087]
sudoku-cell[interactable] [1448,1817,1482,1846]
sudoku-cell[interactable] [1414,1904,1448,1933]
sudoku-cell[interactable]: 1 [1254,1761,1268,1786]
solution-cell: 9 [1479,2131,1486,2143]
letter-2-byline: ସୁଧୀର କୁମାର ପାଣିଗ୍ରାହୀ, ଭେଲୋଯୋ, ସମ୍ବଲପୁର [1190,1228,1417,1242]
solution-cell: 9 [1428,2089,1435,2101]
solution-cell: 3 [1428,2131,1435,2143]
solution-cell: 3 [1411,2047,1418,2059]
sudoku-cell[interactable] [1244,1817,1278,1846]
sudoku-brand: su|do|ku [1180,1660,1322,1690]
article-3-body-left: ଉପରେ ନିର୍ଯ୍ୟାତନା ଅନେକ ଦେଖାଯାଏ। ଅଧିକାଂଶ କ୍ଷେତ୍ରରେ ପରିବାର ଭିତରେ ହିଁ ହିଂସାର ସୂତ୍ରପାତ ହୁଏ। ଯୌତୁକ, ସନ୍ଦେହ, ନିଶା ଓ ଆର୍ଥିକ ଅନଟନ ଏହାର ମୁଖ୍ୟ କାରଣ। ଘରୋଇ ହିଂସାର ଶିକାର ମହିଳାମାନେ ଶାରୀରିକ ଓ ମାନସିକ ଯନ୍ତ୍ରଣା ଭୋଗନ୍ତି। ପିଲାମାନଙ୍କ ଉପରେ ମଧ୍ୟ ଏହାର ପ୍ରତିକୂଳ ପ୍ରଭାବ ପଡ଼େ। ଆଇନରେ ପୀଡ଼ିତାଙ୍କ ସୁରକ୍ଷା ପାଇଁ ସୁରକ୍ଷା ଅଧିକାରୀ ନିଯୁକ୍ତି, ଆଶ୍ରୟସ୍ଥଳୀ ଓ ଆର୍ଥିକ ସହାୟତାର ବ୍ୟବସ୍ଥା ରହିଛି। କିନ୍ତୁ ଅଧିକାଂଶ ମହିଳା ଏହି ସୁବିଧା ବିଷୟରେ ଜାଣନ୍ତି ନାହିଁ। ଗ୍ରାମାଞ୍ଚଳରେ ସଚେତନତା ଅଭିଯାନ ଚଳାଇବା ଜରୁରୀ। ପରିବାରର ସଦସ୍ୟମାନେ ପରସ୍ପରକୁ ସମ୍ମାନ ଦେଲେ ଘରୋଇ କଳି ଘରେ ହିଁ ସମାଧାନ ହୋଇପାରିବ। ପରାମର୍ଶ କେନ୍ଦ୍ରଗୁଡ଼ିକ ଏଥିରେ ଗୁରୁତ୍ୱପୂର୍ଣ୍ଣ ଭୂମିକା ନେଇପାରିବେ। [346,1852,746,1973]
sudoku-instructions: ସୁ-ଡୋ-କୁ ଖେଳିବା ନିୟମ: ଏଥିରେ ଥିବା ୯x୯ ଘରକୁ ୧ରୁ ୯ ପର୍ଯ୍ୟନ୍ତ ସଂଖ୍ୟାରେ ପୂରଣ କରନ୍ତୁ। ପ୍ରତ୍ୟେକ ଧାଡ଼ି, ସ୍ତମ୍ଭ ଓ ୩x୩ ଘରେ ୧ରୁ ୯ ପର୍ଯ୍ୟନ୍ତ ସଂଖ୍ୟା କୌଣସି ପୁନରାବୃତ୍ତି ନ ହୋଇ ରହିବ। [1172,2019,1332,2135]
sudoku-cell[interactable]: 4 [1288,1935,1302,1960]
solution-cell: 7 [1411,2075,1418,2087]
sudoku-cell[interactable]: 3 [1254,1848,1268,1873]
sudoku-cell[interactable] [1278,1788,1312,1817]
poem-source: ( ବିରହୀ ଯକ୍ଷ ) [177,203,247,217]
solution-cell: 1 [1428,2075,1435,2087]
solution-cell: 9 [1445,2019,1452,2031]
solution-cell: 1 [1343,2061,1350,2073]
sudoku-cell[interactable] [1312,1875,1346,1904]
sudoku-solution [1338,2018,1492,2145]
solution-cell: 6 [1394,2089,1401,2101]
solution-cell: 8 [1462,2019,1469,2031]
bullet-item [1172,1543,1492,1590]
solution-cell: 8 [1428,2061,1435,2073]
page-number: 10 [1478,2326,1494,2339]
article-1-author: ମାନେକା ଗାନ୍ଧୀ [704,562,890,596]
sudoku-cell[interactable] [1482,1846,1499,1875]
